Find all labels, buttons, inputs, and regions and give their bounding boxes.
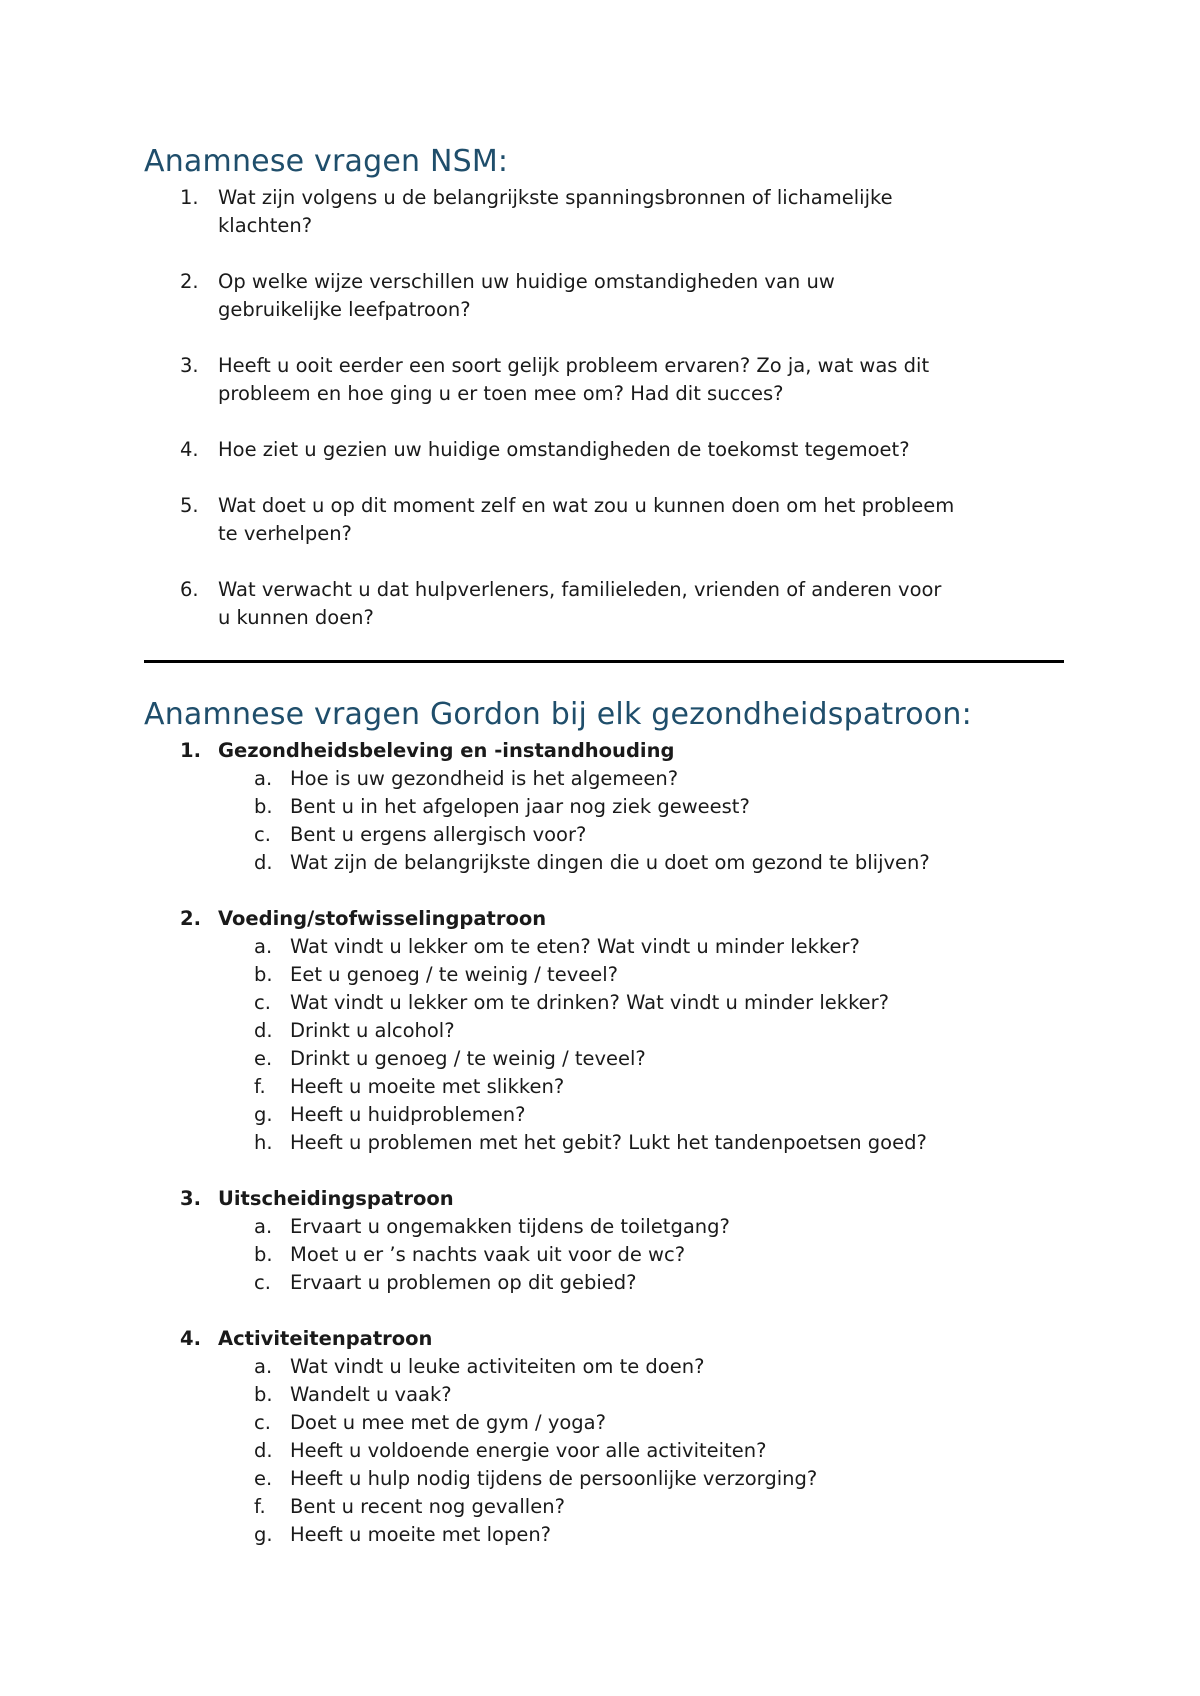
nsm-question xyxy=(144,576,1064,632)
pattern-question xyxy=(144,1129,1064,1157)
question-letter: a. xyxy=(254,1215,273,1238)
gordon-pattern-list xyxy=(144,737,1064,1549)
question-letter: b. xyxy=(254,1383,273,1406)
pattern-number: 4. xyxy=(180,1327,201,1350)
question-text: Wat zijn de belangrijkste dingen die u doet om gezond te blijven? xyxy=(290,851,930,874)
question-letter: g. xyxy=(254,1103,273,1126)
question-text: Bent u in het afgelopen jaar nog ziek geweest? xyxy=(290,795,750,818)
question-text-line: gebruikelijke leefpatroon? xyxy=(218,298,471,321)
pattern-question xyxy=(144,1493,1064,1521)
pattern-question xyxy=(144,765,1064,793)
question-text-line: Hoe ziet u gezien uw huidige omstandigheden de toekomst tegemoet? xyxy=(218,438,910,461)
section-divider xyxy=(144,660,1064,663)
question-text-line: u kunnen doen? xyxy=(218,606,374,629)
question-letter: d. xyxy=(254,851,273,874)
question-text-line: Wat doet u op dit moment zelf en wat zou u kunnen doen om het probleem xyxy=(218,494,955,517)
question-letter: b. xyxy=(254,795,273,818)
question-text: Heeft u moeite met slikken? xyxy=(290,1075,565,1098)
question-letter: c. xyxy=(254,991,271,1014)
pattern-question xyxy=(144,1045,1064,1073)
question-letter: b. xyxy=(254,963,273,986)
question-number: 6. xyxy=(180,578,199,601)
question-text: Doet u mee met de gym / yoga? xyxy=(290,1411,606,1434)
question-text-line: klachten? xyxy=(218,214,313,237)
question-text: Wat vindt u lekker om te eten? Wat vindt u minder lekker? xyxy=(290,935,860,958)
question-text: Moet u er ’s nachts vaak uit voor de wc? xyxy=(290,1243,686,1266)
pattern-heading xyxy=(144,1325,1064,1353)
pattern-question xyxy=(144,793,1064,821)
question-text-line: Wat zijn volgens u de belangrijkste spanningsbronnen of lichamelijke xyxy=(218,186,893,209)
pattern-question-list xyxy=(144,765,1064,877)
nsm-question-list xyxy=(144,184,1064,632)
question-text: Heeft u huidproblemen? xyxy=(290,1103,526,1126)
question-text-line: Heeft u ooit eerder een soort gelijk probleem ervaren? Zo ja, wat was dit xyxy=(218,354,930,377)
question-text: Heeft u voldoende energie voor alle activiteiten? xyxy=(290,1439,767,1462)
question-letter: d. xyxy=(254,1019,273,1042)
question-letter: e. xyxy=(254,1047,273,1070)
question-text: Bent u recent nog gevallen? xyxy=(290,1495,565,1518)
pattern-question xyxy=(144,1269,1064,1297)
question-letter: c. xyxy=(254,823,271,846)
question-letter: e. xyxy=(254,1467,273,1490)
pattern-question xyxy=(144,1409,1064,1437)
pattern-title: Activiteitenpatroon xyxy=(218,1327,433,1350)
question-letter: g. xyxy=(254,1523,273,1546)
question-text: Ervaart u problemen op dit gebied? xyxy=(290,1271,637,1294)
question-text: Heeft u moeite met lopen? xyxy=(290,1523,552,1546)
question-number: 2. xyxy=(180,270,199,293)
nsm-question xyxy=(144,268,1064,324)
question-text-line: Wat verwacht u dat hulpverleners, familieleden, vrienden of anderen voor xyxy=(218,578,942,601)
question-text: Heeft u problemen met het gebit? Lukt het tandenpoetsen goed? xyxy=(290,1131,927,1154)
nsm-question xyxy=(144,492,1064,548)
pattern-question-list xyxy=(144,1213,1064,1297)
nsm-question xyxy=(144,184,1064,240)
pattern-question xyxy=(144,1101,1064,1129)
pattern-question-list xyxy=(144,933,1064,1157)
document-page xyxy=(144,140,1064,1577)
pattern-title: Gezondheidsbeleving en -instandhouding xyxy=(218,739,675,762)
pattern-question xyxy=(144,989,1064,1017)
question-letter: a. xyxy=(254,1355,273,1378)
pattern-question xyxy=(144,1017,1064,1045)
question-text-line: Op welke wijze verschillen uw huidige omstandigheden van uw xyxy=(218,270,835,293)
pattern-question xyxy=(144,1073,1064,1101)
pattern-question xyxy=(144,1437,1064,1465)
pattern-number: 3. xyxy=(180,1187,201,1210)
question-letter: h. xyxy=(254,1131,273,1154)
question-text: Drinkt u alcohol? xyxy=(290,1019,455,1042)
gordon-heading: Anamnese vragen Gordon bij elk gezondheidspatroon: xyxy=(144,697,972,732)
pattern-heading xyxy=(144,905,1064,933)
pattern-title: Uitscheidingspatroon xyxy=(218,1187,454,1210)
question-text-line: probleem en hoe ging u er toen mee om? Had dit succes? xyxy=(218,382,784,405)
question-text: Drinkt u genoeg / te weinig / teveel? xyxy=(290,1047,646,1070)
nsm-question xyxy=(144,352,1064,408)
question-text: Hoe is uw gezondheid is het algemeen? xyxy=(290,767,679,790)
question-letter: a. xyxy=(254,767,273,790)
gordon-pattern xyxy=(144,737,1064,877)
pattern-heading xyxy=(144,737,1064,765)
question-number: 5. xyxy=(180,494,199,517)
question-letter: f. xyxy=(254,1495,266,1518)
question-text: Eet u genoeg / te weinig / teveel? xyxy=(290,963,618,986)
question-text: Wat vindt u leuke activiteiten om te doen? xyxy=(290,1355,705,1378)
pattern-question xyxy=(144,849,1064,877)
question-letter: c. xyxy=(254,1411,271,1434)
pattern-question xyxy=(144,1521,1064,1549)
question-text: Wat vindt u lekker om te drinken? Wat vindt u minder lekker? xyxy=(290,991,890,1014)
pattern-question xyxy=(144,1381,1064,1409)
pattern-question xyxy=(144,1241,1064,1269)
pattern-question xyxy=(144,1353,1064,1381)
gordon-pattern xyxy=(144,1325,1064,1549)
question-letter: d. xyxy=(254,1439,273,1462)
question-text-line: te verhelpen? xyxy=(218,522,352,545)
pattern-question xyxy=(144,1213,1064,1241)
pattern-title: Voeding/stofwisselingpatroon xyxy=(218,907,547,930)
question-text: Wandelt u vaak? xyxy=(290,1383,452,1406)
question-letter: c. xyxy=(254,1271,271,1294)
pattern-question xyxy=(144,933,1064,961)
question-number: 1. xyxy=(180,186,199,209)
question-text: Ervaart u ongemakken tijdens de toiletgang? xyxy=(290,1215,730,1238)
pattern-question xyxy=(144,821,1064,849)
question-text: Heeft u hulp nodig tijdens de persoonlijke verzorging? xyxy=(290,1467,818,1490)
question-number: 3. xyxy=(180,354,199,377)
pattern-heading xyxy=(144,1185,1064,1213)
nsm-question xyxy=(144,436,1064,464)
pattern-question-list xyxy=(144,1353,1064,1549)
gordon-pattern xyxy=(144,1185,1064,1297)
question-letter: b. xyxy=(254,1243,273,1266)
pattern-number: 2. xyxy=(180,907,201,930)
nsm-heading: Anamnese vragen NSM: xyxy=(144,144,509,179)
pattern-number: 1. xyxy=(180,739,201,762)
question-text: Bent u ergens allergisch voor? xyxy=(290,823,587,846)
pattern-question xyxy=(144,1465,1064,1493)
pattern-question xyxy=(144,961,1064,989)
question-letter: a. xyxy=(254,935,273,958)
question-letter: f. xyxy=(254,1075,266,1098)
question-number: 4. xyxy=(180,438,199,461)
gordon-pattern xyxy=(144,905,1064,1157)
